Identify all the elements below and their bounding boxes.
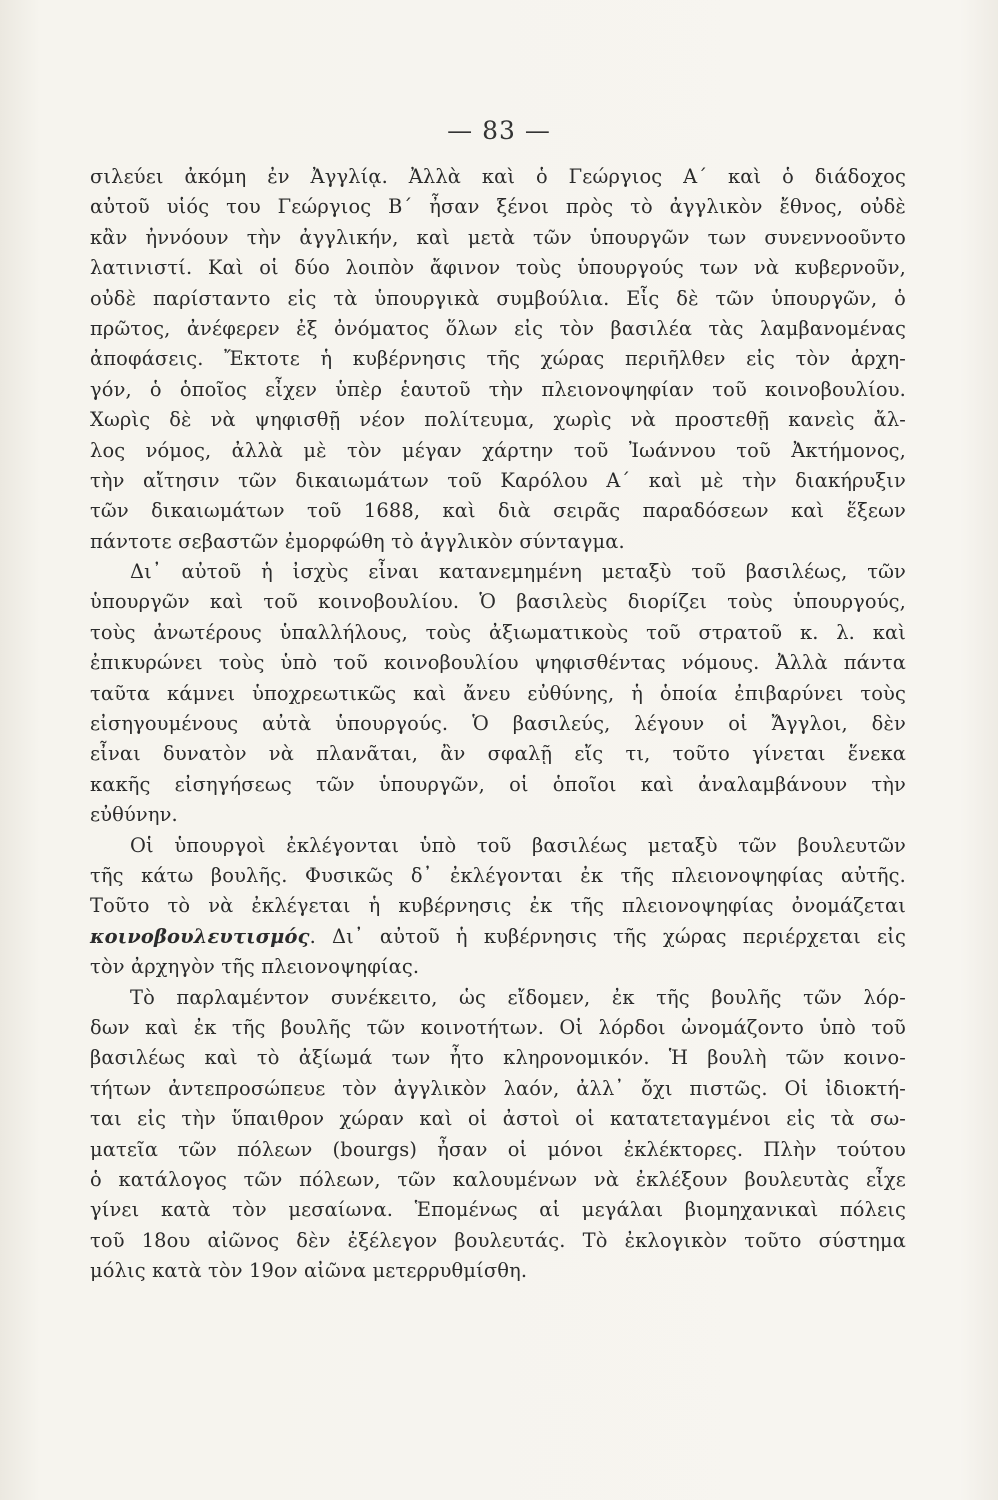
- line-text: . Δι᾿ αὐτοῦ ἡ κυβέρνησις τῆς χώρας περιέρχεται εἰς: [309, 924, 906, 948]
- line-text: ταῦτα κάμνει ὑποχρεωτικῶς καὶ ἄνευ εὐθύνης, ἡ ὁποία ἐπιβαρύνει τοὺς: [90, 681, 906, 705]
- text-line: [90, 679, 906, 709]
- text-line: [90, 344, 906, 374]
- text-line: [90, 831, 906, 861]
- line-text: τῶν δικαιωμάτων τοῦ 1688, καὶ διὰ σειρᾶς παραδόσεων καὶ ἕξεων: [90, 499, 906, 523]
- line-text: λατινιστί. Καὶ οἱ δύο λοιπὸν ἄφινον τοὺς ὑπουργούς των νὰ κυβερνοῦν,: [90, 256, 906, 280]
- emphasized-term: κοινοβουλευτισμός: [90, 924, 310, 948]
- text-line: [90, 1165, 906, 1195]
- line-text: εὐθύνην.: [90, 803, 178, 827]
- text-line: [90, 192, 906, 222]
- text-line: [90, 1135, 906, 1165]
- text-line: [90, 375, 906, 405]
- line-text: εἰσηγουμένους αὐτὰ ὑπουργούς. Ὁ βασιλεύς, λέγουν οἱ Ἄγγλοι, δὲν: [90, 712, 906, 736]
- line-text: Χωρὶς δὲ νὰ ψηφισθῇ νέον πολίτευμα, χωρὶς νὰ προστεθῇ κανεὶς ἄλ-: [90, 408, 906, 432]
- line-text: τοὺς ἀνωτέρους ὑπαλλήλους, τοὺς ἀξιωματικοὺς τοῦ στρατοῦ κ. λ. καὶ: [90, 620, 906, 644]
- text-line: [90, 1074, 906, 1104]
- text-line: [90, 436, 906, 466]
- text-line: [90, 284, 906, 314]
- line-text: σιλεύει ἀκόμη ἐν Ἀγγλίᾳ. Ἀλλὰ καὶ ὁ Γεώργιος Α΄ καὶ ὁ διάδοχος: [90, 165, 906, 188]
- line-text: γίνει κατὰ τὸν μεσαίωνα. Ἑπομένως αἱ μεγάλαι βιομηχανικαὶ πόλεις: [90, 1198, 906, 1222]
- line-text: λος νόμος, ἀλλὰ μὲ τὸν μέγαν χάρτην τοῦ Ἰωάννου τοῦ Ἀκτήμονος,: [90, 438, 906, 462]
- text-line: [90, 770, 906, 800]
- line-text: Τὸ παρλαμέντον συνέκειτο, ὡς εἴδομεν, ἐκ τῆς βουλῆς τῶν λόρ-: [130, 985, 906, 1009]
- text-line: [90, 648, 906, 678]
- text-line: [90, 891, 906, 921]
- text-line: [90, 739, 906, 769]
- line-text: πρῶτος, ἀνέφερεν ἐξ ὀνόματος ὅλων εἰς τὸν βασιλέα τὰς λαμβανομένας: [90, 316, 906, 340]
- text-line: [90, 922, 906, 952]
- text-line: [90, 983, 906, 1013]
- line-text: πάντοτε σεβαστῶν ἐμορφώθη τὸ ἀγγλικὸν σύνταγμα.: [90, 529, 625, 553]
- text-line: [90, 1195, 906, 1225]
- text-line: [90, 1013, 906, 1043]
- text-line: [90, 162, 906, 192]
- line-text: κἂν ἠννόουν τὴν ἀγγλικήν, καὶ μετὰ τῶν ὑπουργῶν των συνεννοοῦντο: [90, 225, 906, 249]
- line-text: κακῆς εἰσηγήσεως τῶν ὑπουργῶν, οἱ ὁποῖοι καὶ ἀναλαμβάνουν τὴν: [90, 772, 906, 796]
- text-line: [90, 587, 906, 617]
- line-text: τήτων ἀντεπροσώπευε τὸν ἀγγλικὸν λαόν, ἀλλ᾿ ὄχι πιστῶς. Οἱ ἰδιοκτή-: [90, 1076, 906, 1100]
- text-line: [90, 314, 906, 344]
- text-line: [90, 466, 906, 496]
- text-line: [90, 253, 906, 283]
- line-text: ἀποφάσεις. Ἔκτοτε ἡ κυβέρνησις τῆς χώρας περιῆλθεν εἰς τὸν ἀρχη-: [90, 347, 906, 371]
- line-text: αὐτοῦ υἱός του Γεώργιος Β΄ ἦσαν ξένοι πρὸς τὸ ἀγγλικὸν ἔθνος, οὐδὲ: [90, 195, 906, 219]
- text-line: [90, 527, 906, 557]
- text-line: [90, 1256, 906, 1286]
- text-line: [90, 496, 906, 526]
- text-line: [90, 223, 906, 253]
- line-text: ται εἰς τὴν ὕπαιθρον χώραν καὶ οἱ ἀστοὶ οἱ κατατεταγμένοι εἰς τὰ σω-: [90, 1107, 906, 1131]
- line-text: γόν, ὁ ὁποῖος εἶχεν ὑπὲρ ἑαυτοῦ τὴν πλειονοψηφίαν τοῦ κοινοβουλίου.: [90, 377, 906, 401]
- line-text: μόλις κατὰ τὸν 19ον αἰῶνα μετερρυθμίσθη.: [90, 1259, 528, 1283]
- line-text: Δι᾿ αὐτοῦ ἡ ἰσχὺς εἶναι κατανεμημένη μεταξὺ τοῦ βασιλέως, τῶν: [130, 560, 906, 584]
- text-line: [90, 952, 906, 982]
- line-text: τοῦ 18ου αἰῶνος δὲν ἐξέλεγον βουλευτάς. Τὸ ἐκλογικὸν τοῦτο σύστημα: [90, 1228, 906, 1252]
- line-text: τὴν αἴτησιν τῶν δικαιωμάτων τοῦ Καρόλου Α΄ καὶ μὲ τὴν διακήρυξιν: [90, 468, 906, 492]
- line-text: ματεῖα τῶν πόλεων (bourgs) ἦσαν οἱ μόνοι ἐκλέκτορες. Πλὴν τούτου: [90, 1137, 906, 1161]
- line-text: δων καὶ ἐκ τῆς βουλῆς τῶν κοινοτήτων. Οἱ λόρδοι ὠνομάζοντο ὑπὸ τοῦ: [90, 1015, 906, 1039]
- line-text: ὁ κατάλογος τῶν πόλεων, τῶν καλουμένων νὰ ἐκλέξουν βουλευτὰς εἶχε: [90, 1167, 906, 1191]
- line-text: εἶναι δυνατὸν νὰ πλανᾶται, ἂν σφαλῇ εἴς τι, τοῦτο γίνεται ἕνεκα: [90, 742, 906, 766]
- line-text: τῆς κάτω βουλῆς. Φυσικῶς δ᾿ ἐκλέγονται ἐκ τῆς πλειονοψηφίας αὐτῆς.: [90, 863, 906, 887]
- text-line: [90, 618, 906, 648]
- page-number: — 83 —: [447, 116, 551, 145]
- text-line: [90, 861, 906, 891]
- text-line: [90, 1104, 906, 1134]
- text-line: [90, 1226, 906, 1256]
- line-text: Οἱ ὑπουργοὶ ἐκλέγονται ὑπὸ τοῦ βασιλέως μεταξὺ τῶν βουλευτῶν: [130, 833, 906, 857]
- text-line: [90, 800, 906, 830]
- line-text: τὸν ἀρχηγὸν τῆς πλειονοψηφίας.: [90, 955, 420, 979]
- text-line: [90, 557, 906, 587]
- text-line: [90, 405, 906, 435]
- line-text: ἐπικυρώνει τοὺς ὑπὸ τοῦ κοινοβουλίου ψηφισθέντας νόμους. Ἀλλὰ πάντα: [90, 651, 906, 675]
- text-line: [90, 1043, 906, 1073]
- line-text: Τοῦτο τὸ νὰ ἐκλέγεται ἡ κυβέρνησις ἐκ τῆς πλειονοψηφίας ὀνομάζεται: [90, 894, 906, 918]
- line-text: βασιλέως καὶ τὸ ἀξίωμά των ἦτο κληρονομικόν. Ἡ βουλὴ τῶν κοινο-: [90, 1046, 906, 1070]
- line-text: οὐδὲ παρίσταντο εἰς τὰ ὑπουργικὰ συμβούλια. Εἷς δὲ τῶν ὑπουργῶν, ὁ: [90, 286, 906, 310]
- text-line: [90, 709, 906, 739]
- body-text: [90, 162, 906, 1286]
- line-text: ὑπουργῶν καὶ τοῦ κοινοβουλίου. Ὁ βασιλεὺς διορίζει τοὺς ὑπουργούς,: [90, 590, 906, 614]
